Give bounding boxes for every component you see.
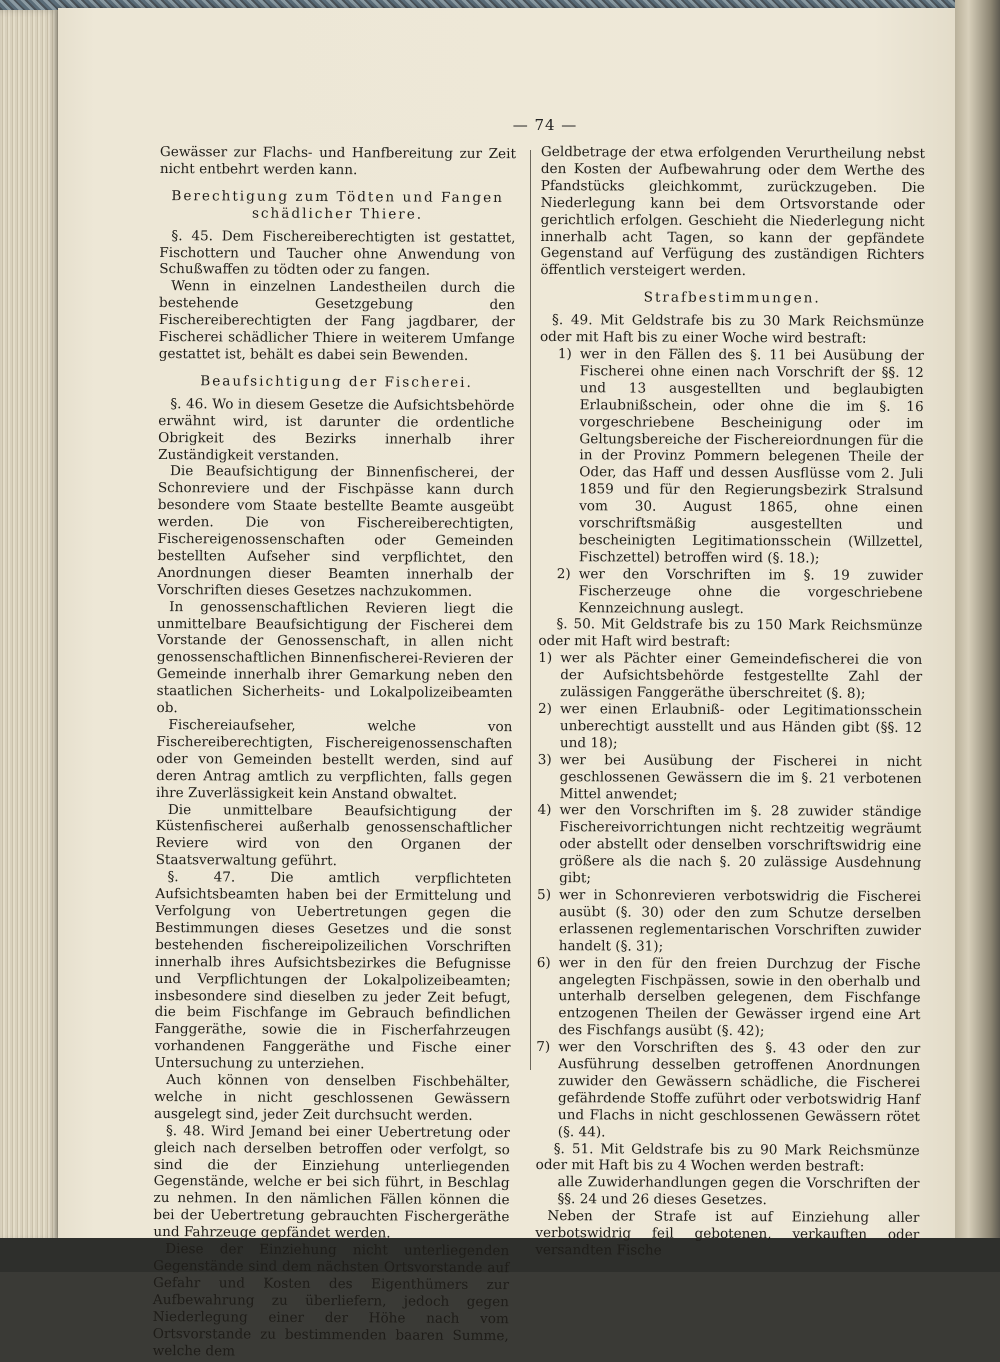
paragraph: Wenn in einzelnen Landestheilen durch die bestehende Gesetzgebung den Fischereiberechtigten der Fang jagdbarer, der Fischerei schädlicher Thiere in weiterem Umfange gestattet ist, behält es dabei sein Bewenden. [158, 278, 516, 364]
item-number: 2) [556, 565, 571, 582]
penalty-list-49 [539, 346, 924, 619]
left-column [152, 144, 516, 1360]
item-text: wer in Schonrevieren verbotswidrig die Fischerei ausübt (§. 30) oder den zum Schutze derselben erlassenen reglementarischen Vorschriften zuwider handelt (§. 31); [558, 887, 922, 955]
paragraph: §. 49. Mit Geldstrafe bis zu 30 Mark Reichsmünze oder mit Haft bis zu einer Woche wird bestraft: [539, 312, 925, 347]
item-number: 1) [557, 346, 572, 363]
paragraph: Diese der Einziehung nicht unterliegenden Gegenstände sind dem nächsten Ortsvorstande auf Gefahr und Kosten des Eigenthümers zur Aufbewahrung zu überliefern, jedoch gegen Niederlegung einer der Höhe nach vom Ortsvorstande zu bestimmenden baaren Summe, welche dem [152, 1241, 510, 1360]
paragraph: Gewässer zur Flachs- und Hanfbereitung zur Zeit nicht entbehrt werden kann. [159, 144, 516, 179]
list-item [539, 346, 924, 568]
penalty-list-50 [536, 650, 923, 1142]
paragraph: §. 47. Die amtlich verpflichteten Aufsichtsbeamten haben bei der Ermittelung und Verfolgung von Uebertretungen gegen die Bestimmungen dieses Gesetzes und die sonst bestehenden fischereipolizeilichen Vorschriften innerhalb ihres Aufsichtsbezirkes die Befugnisse und Verpflichtungen der Lokalpolizeibeamten; insbesondere sind dieselben zu jeder Zeit befugt, die beim Fischfange im Gebrauch befindlichen Fanggeräthe, sowie die in Fischerfahrzeugen vorhandenen Fanggeräthe und Fische einer Untersuchung zu unterziehen. [154, 869, 512, 1073]
item-text: wer bei Ausübung der Fischerei in nicht geschlossenen Gewässern die im §. 21 verbotenen Mittel anwendet; [559, 751, 922, 803]
list-item [536, 955, 920, 1042]
section-heading: Strafbestimmungen. [643, 289, 821, 307]
item-text: wer den Vorschriften im §. 19 zuwider Fischerzeuge ohne die vorgeschriebene Kennzeichnung auslegt. [578, 565, 923, 617]
list-item [536, 1039, 921, 1142]
item-number: 4) [537, 802, 552, 819]
page-stack-edge [0, 10, 60, 1242]
paragraph: §. 46. Wo in diesem Gesetze die Aufsichtsbehörde erwähnt wird, ist darunter die ordentliche Obrigkeit des Bezirks innerhalb ihrer Zuständigkeit verstanden. [158, 395, 515, 464]
item-number: 5) [537, 886, 552, 904]
paragraph: Auch können von denselben Fischbehälter, welche in nicht geschlossenen Gewässern ausgelegt sind, jeder Zeit durchsucht werden. [154, 1072, 511, 1124]
item-text: wer den Vorschriften des §. 43 oder den zur Ausführung desselben getroffenen Anordnungen zuwider den Gewässern schädliche, die Fischerei gefährdende Stoffe zuführt oder verbotswidrig Hanf und Flachs in nicht geschlossenen Gewässern rötet (§. 44). [557, 1039, 921, 1141]
paragraph: Neben der Strafe ist auf Einziehung aller verbotswidrig feil gebotenen, verkauften oder versandten Fische [535, 1208, 920, 1259]
list-item [537, 802, 921, 889]
paragraph: §. 48. Wird Jemand bei einer Uebertretung oder gleich nach derselben betroffen oder verfolgt, so sind die der Einziehung unterliegenden Gegenstände, welche er bei sich führt, in Beschlag zu nehmen. In den nämlichen Fällen können die bei der Uebertretung gebrauchten Fischergeräthe und Fahrzeuge gepfändet werden. [153, 1122, 511, 1242]
list-item [538, 701, 922, 754]
item-text: wer einen Erlaubniß- oder Legitimationsschein unberechtigt ausstellt und aus Händen gibt (§§. 12 und 18); [559, 701, 923, 752]
paragraph: In genossenschaftlichen Revieren liegt die unmittelbare Beaufsichtigung der Fischerei dem Vorstande der Genossenschaft, in allen nicht genossenschaftlichen Binnenfischerei-Revieren der Gemeinde innerhalb ihrer Gemarkung neben den staatlichen Sicherheits- und Lokalpolizeibeamten ob. [156, 598, 514, 717]
page-number: — 74 — [512, 116, 578, 134]
list-item [537, 887, 921, 957]
item-text: wer in den für den freien Durchzug der Fische angelegten Fischpässen, sowie in den oberhalb und unterhalb derselben gelegenen, dem Fischfange entzogenen Theilen der Gewässer irgend eine Art des Fischfangs ausübt (§. 42); [558, 954, 921, 1040]
section-heading: Berechtigung zum Tödten und Fangen schädlicher Thiere. [171, 187, 504, 223]
right-column [535, 144, 925, 1266]
list-item [538, 752, 922, 805]
paragraph: Geldbetrage der etwa erfolgenden Verurtheilung nebst den Kosten der Aufbewahrung oder dem Werthe des Pfandstücks gleichkommt, zurückzugeben. Die Niederlegung kann bei dem Ortsvorstande oder gerichtlich erfolgen. Geschieht die Niederlegung nicht innerhalb acht Tagen, so kann der gepfändete Gegenstand auf Verfügung des zuständigen Richters öffentlich versteigert werden. [540, 144, 925, 280]
item-number: 2) [537, 700, 553, 718]
paragraph: §. 45. Dem Fischereiberechtigten ist gestattet, Fischottern und Taucher ohne Anwendung von Schußwaffen zu tödten oder zu fangen. [159, 227, 516, 280]
paragraph: Die unmittelbare Beaufsichtigung der Küstenfischerei außerhalb genossenschaftlicher Reviere wird von den Organen der Staatsverwaltung geführt. [155, 801, 512, 870]
item-number: 1) [538, 650, 553, 667]
column-divider [530, 150, 531, 1070]
book-gutter [955, 0, 1000, 1240]
list-item [539, 566, 923, 619]
item-text: wer als Pächter einer Gemeindefischerei die von der Aufsichtsbehörde festgestellte Zahl der zulässigen Fanggeräthe überschreitet (§. 8); [560, 650, 923, 702]
paragraph: Fischereiaufseher, welche von Fischereiberechtigten, Fischereigenossenschaften oder von Gemeinden bestellt werden, sind auf deren Antrag amtlich zu verpflichten, falls gegen ihre Zuverlässigkeit kein Anstand obwaltet. [155, 717, 513, 803]
item-number: 3) [537, 751, 552, 768]
paragraph: §. 50. Mit Geldstrafe bis zu 150 Mark Reichsmünze oder mit Haft wird bestraft: [538, 616, 923, 651]
list-item [538, 650, 922, 703]
item-text: wer den Vorschriften im §. 28 zuwider ständige Fischereivorrichtungen nicht rechtzeitig wegräumt oder abstellt oder denselben vorschriftswidrig eine größere als die nach §. 20 zulässige Ausdehnung gibt; [559, 802, 922, 887]
paragraph: Die Beaufsichtigung der Binnenfischerei, der Schonreviere und der Fischpässe kann durch besondere vom Staate bestellte Beamte ausgeübt werden. Die von Fischereiberechtigten, Fischereigenossenschaften oder Gemeinden bestellten Aufseher sind verpflichtet, den Anordnungen dieser Beamten innerhalb der Vorschriften dieses Gesetzes nachzukommen. [157, 463, 515, 600]
paragraph: §. 51. Mit Geldstrafe bis zu 90 Mark Reichsmünze oder mit Haft bis zu 4 Wochen werden bestraft: [535, 1140, 920, 1176]
paragraph: alle Zuwiderhandlungen gegen die Vorschriften der §§. 24 und 26 dieses Gesetzes. [557, 1174, 920, 1209]
item-number: 7) [536, 1039, 551, 1056]
item-number: 6) [536, 954, 551, 971]
section-heading: Beaufsichtigung der Fischerei. [200, 373, 473, 391]
item-text: wer in den Fällen des §. 11 bei Ausübung der Fischerei ohne einen nach Vorschrift der §§. 12 und 13 ausgestellten und beglaubigten Erlaubnißschein, oder ohne die im §. 16 vorgeschriebene Bescheinigung oder im Geltungsbereiche der Fischereiordnungen für die in der Provinz Pommern belegenen Theile der Oder, das Haff und dessen Ausflüsse vom 2. Juli 1859 und für den Regierungsbezirk Stralsund vom 30. August 1865, ohne einen vorschriftsmäßig ausgestellten und bescheinigten Legitimationsschein (Willzettel, Fischzettel) betroffen wird (§. 18.); [578, 346, 924, 567]
